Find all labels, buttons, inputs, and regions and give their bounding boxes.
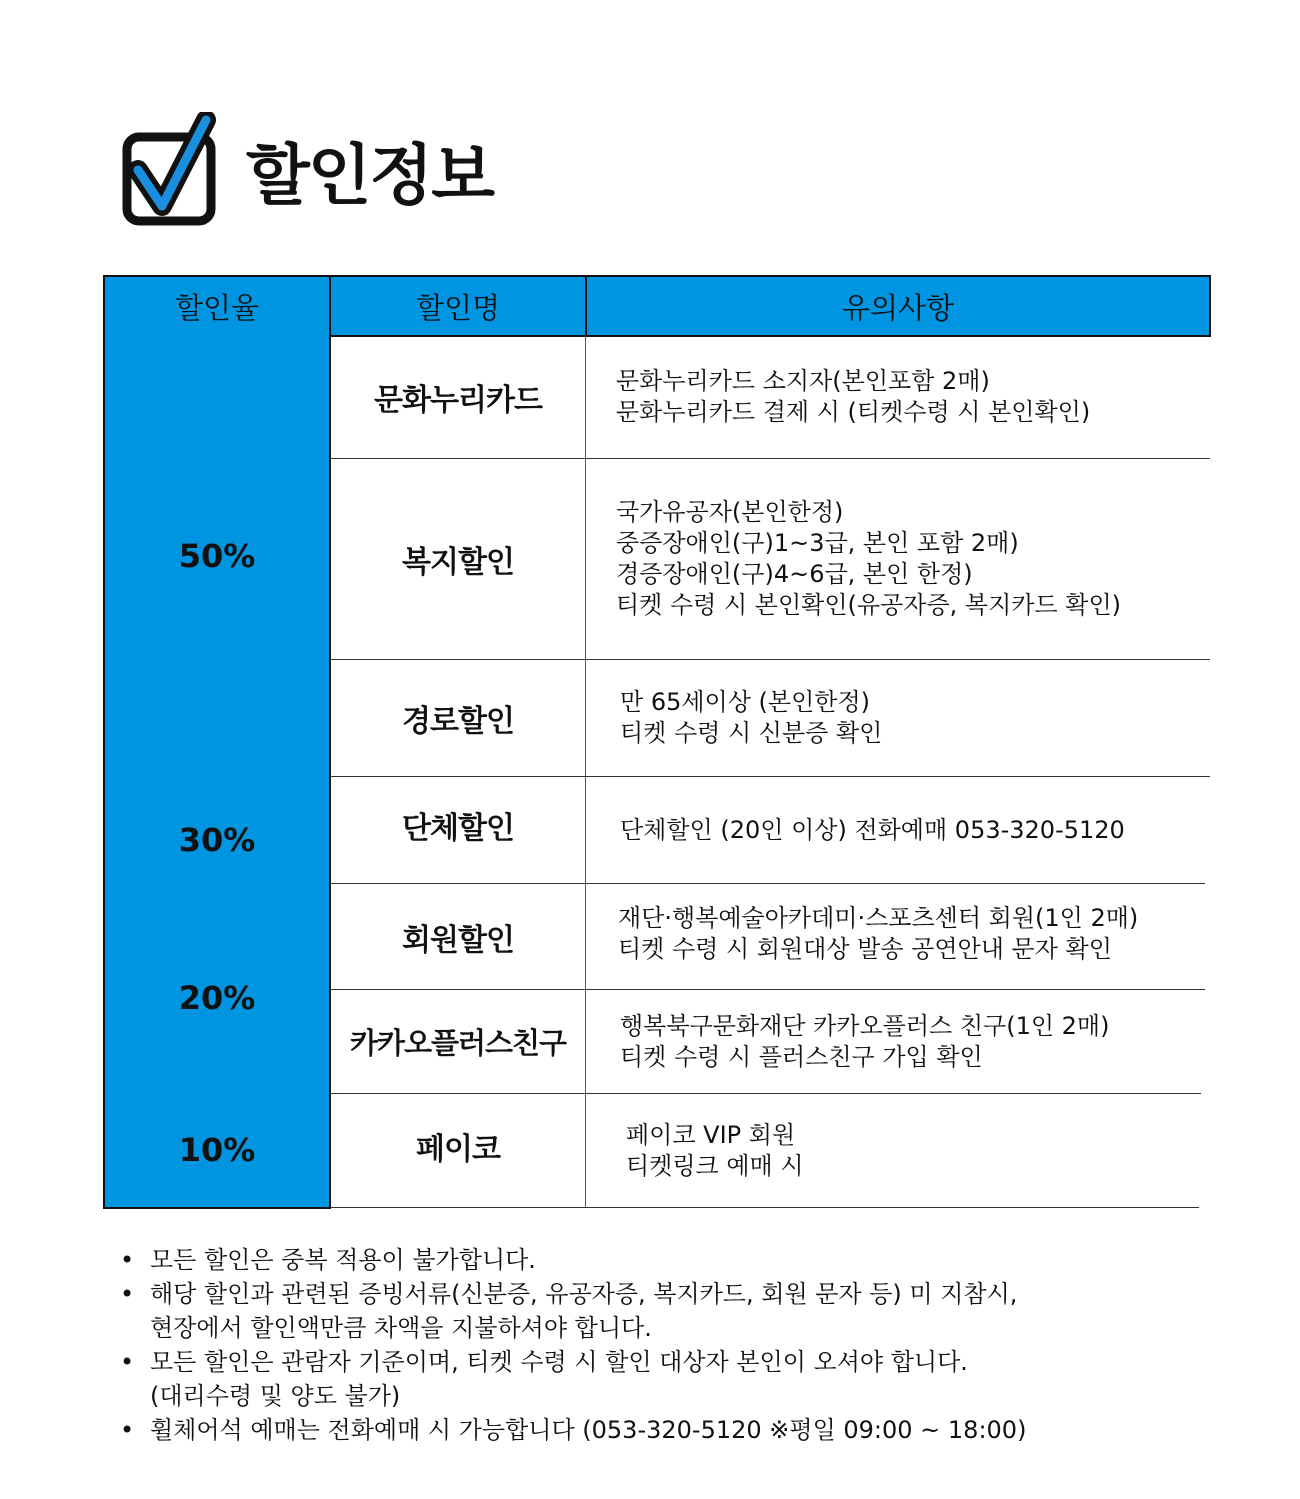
notice-item xyxy=(120,1243,1240,1277)
discount-name: 단체할인 xyxy=(402,811,514,846)
row-divider xyxy=(331,1207,1199,1208)
discount-notes xyxy=(586,990,1211,1093)
notice-item xyxy=(120,1345,1240,1413)
note-line: 단체할인 (20인 이상) 전화예매 053-320-5120 xyxy=(620,815,1125,844)
discount-name: 경로할인 xyxy=(402,704,514,739)
note-line: 티켓 수령 시 회원대상 발송 공연안내 문자 확인 xyxy=(618,934,1112,963)
header-discount-name: 할인명 xyxy=(329,275,587,337)
rate-cell-10: 10% xyxy=(103,1093,331,1209)
discount-name: 카카오플러스친구 xyxy=(349,1026,567,1060)
note-line: 티켓 수령 시 본인확인(유공자증, 복지카드 확인) xyxy=(616,591,1121,619)
discount-notes xyxy=(586,459,1211,659)
discount-notes xyxy=(586,660,1211,776)
notice-item xyxy=(120,1413,1240,1447)
discount-name: 복지할인 xyxy=(402,545,514,580)
notice-line: • 모든 할인은 관람자 기준이며, 티켓 수령 시 할인 대상자 본인이 오셔야 합니다. xyxy=(150,1348,968,1376)
note-line: 티켓 수령 시 신분증 확인 xyxy=(620,719,883,747)
rate-cell-30: 30% xyxy=(103,776,331,885)
header-discount-rate: 할인율 xyxy=(103,275,331,337)
page-title: 할인정보 xyxy=(246,137,494,214)
discount-name: 회원할인 xyxy=(402,922,514,958)
notice-line: • 휠체어석 예매는 전화예매 시 가능합니다 (053-320-5120 ※평일 09:00 ~ 18:00) xyxy=(150,1416,1027,1444)
rate-cell-20: 20% xyxy=(103,883,331,1095)
notice-line: • 모든 할인은 중복 적용이 불가합니다. xyxy=(150,1246,536,1274)
rate-cell-50: 50% xyxy=(103,335,331,778)
checkbox-checked-icon xyxy=(122,112,218,227)
note-line: 중증장애인(구)1~3급, 본인 포함 2매) xyxy=(616,529,1019,557)
discount-notes xyxy=(586,1094,1211,1207)
note-line: 행복북구문화재단 카카오플러스 친구(1인 2매) xyxy=(620,1011,1110,1040)
discount-notes xyxy=(586,777,1211,883)
header-notes: 유의사항 xyxy=(585,275,1211,337)
title-block xyxy=(122,112,493,227)
note-line: 재단·행복예술아카데미·스포츠센터 회원(1인 2매) xyxy=(618,903,1139,932)
note-line: 경증장애인(구)4~6급, 본인 한정) xyxy=(616,560,973,588)
discount-name: 문화누리카드 xyxy=(374,382,542,418)
note-line: 티켓 수령 시 플러스친구 가입 확인 xyxy=(620,1042,983,1071)
note-line: 티켓링크 예매 시 xyxy=(626,1151,804,1180)
note-line: 문화누리카드 결제 시 (티켓수령 시 본인확인) xyxy=(616,397,1091,426)
discount-name: 페이코 xyxy=(416,1131,500,1167)
notice-item xyxy=(120,1277,1240,1345)
notice-line: 현장에서 할인액만큼 차액을 지불하셔야 합니다. xyxy=(150,1314,652,1342)
notice-list xyxy=(120,1243,1240,1447)
discount-notes xyxy=(586,884,1211,989)
note-line: 국가유공자(본인한정) xyxy=(616,498,844,526)
note-line: 페이코 VIP 회원 xyxy=(626,1120,796,1149)
note-line: 문화누리카드 소지자(본인포함 2매) xyxy=(616,366,990,395)
discount-notes xyxy=(586,335,1211,458)
notice-line: (대리수령 및 양도 불가) xyxy=(150,1382,401,1410)
notice-line: • 해당 할인과 관련된 증빙서류(신분증, 유공자증, 복지카드, 회원 문자 등) 미 지참시, xyxy=(150,1280,1018,1308)
note-line: 만 65세이상 (본인한정) xyxy=(620,688,870,716)
